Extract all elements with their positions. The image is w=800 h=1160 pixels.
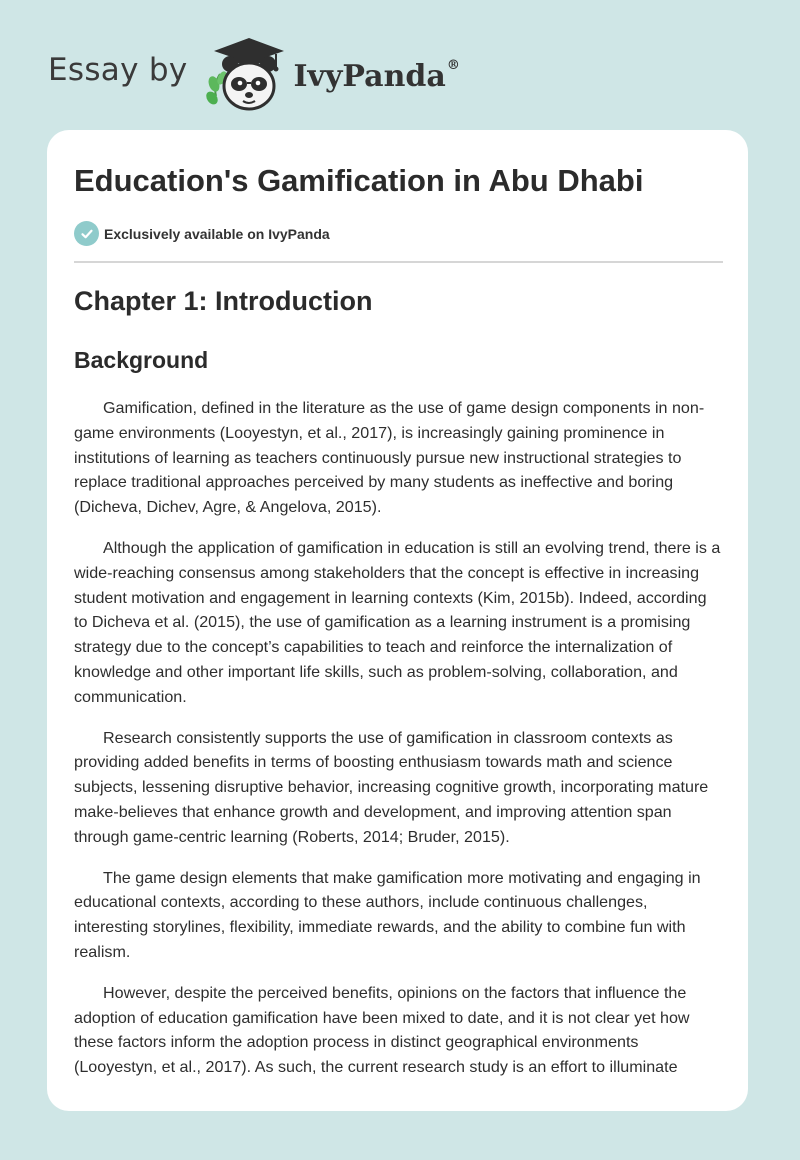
- divider: [74, 261, 723, 263]
- site-header: [48, 34, 460, 114]
- exclusive-badge: [74, 221, 330, 246]
- brand-name: IvyPanda®: [293, 57, 460, 94]
- ivypanda-logo[interactable]: [202, 34, 460, 114]
- paragraph: Gamification, defined in the literature as the use of game design components in non-game environments (Looyestyn, et al., 2017), is increasingly gaining prominence in institutions of learning as teachers continuously pursue new instructional strategies to replace traditional approaches perceived by many students as ineffective and boring (Dicheva, Dichev, Agre, & Angelova, 2015).: [74, 399, 705, 517]
- section-heading: Background: [74, 347, 209, 373]
- registered-mark: ®: [446, 57, 460, 73]
- page-title: Education's Gamification in Abu Dhabi: [74, 163, 644, 198]
- panda-graduate-icon: [202, 34, 288, 114]
- check-icon: [74, 221, 99, 246]
- paragraph: However, despite the perceived benefits, opinions on the factors that influence the adoption of education gamification have been mixed to date, and it is not clear yet how these factors inform the adoption process in distinct geographical environments (Looyestyn, et al., 2017). As such, the current research study is an effort to illuminate: [74, 983, 690, 1077]
- paragraph: The game design elements that make gamification more motivating and engaging in educational contexts, according to these authors, include continuous challenges, interesting storylines, flexibility, immediate rewards, and the ability to combine fun with realism.: [74, 868, 701, 961]
- exclusive-label: Exclusively available on IvyPanda: [104, 225, 330, 242]
- paragraph: Research consistently supports the use of gamification in classroom contexts as providing added benefits in terms of boosting enthusiasm towards math and science subjects, lessening disruptive behavior, increasing cognitive growth, incorporating mature make-believes that enhance growth and development, and improving attention span through game-centric learning (Roberts, 2014; Bruder, 2015).: [74, 728, 709, 846]
- paragraph: Although the application of gamification in education is still an evolving trend, there is a wide-reaching consensus among stakeholders that the concept is effective in increasing student motivation and engagement in learning contexts (Kim, 2015b). Indeed, according to Dicheva et al. (2015), the use of gamification as a learning instrument is a promising strategy due to the concept’s capabilities to teach and reinforce the internalization of knowledge and other important life skills, such as problem-solving, collaboration, and communication.: [74, 538, 721, 706]
- article-card: [47, 130, 748, 1111]
- chapter-heading: Chapter 1: Introduction: [74, 286, 373, 316]
- article-body: [74, 396, 724, 1096]
- essay-by-label: Essay by: [48, 52, 188, 88]
